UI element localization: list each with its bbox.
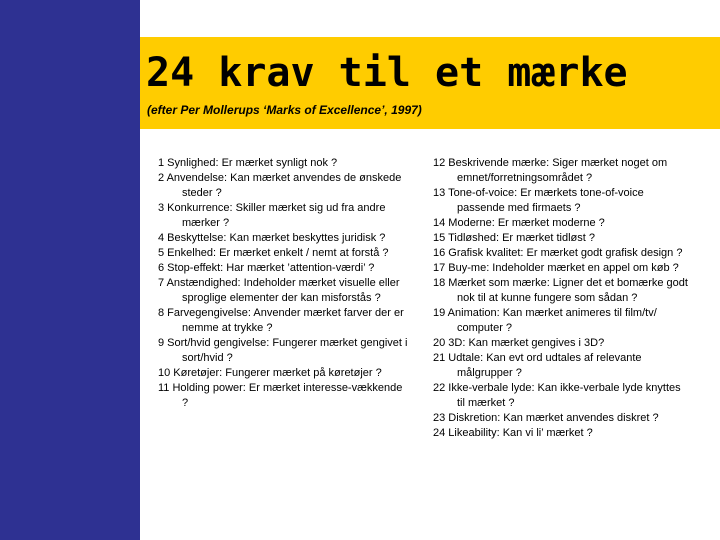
criterion-item: 13 Tone-of-voice: Er mærkets tone-of-voice passende med firmaets ? bbox=[433, 187, 644, 214]
slide-title: 24 krav til et mærke bbox=[146, 50, 628, 96]
criterion-item: 10 Køretøjer: Fungerer mærket på køretøjer ? bbox=[158, 367, 382, 379]
left-criteria-list bbox=[158, 156, 408, 411]
criterion-item: 5 Enkelhed: Er mærket enkelt / nemt at forstå ? bbox=[158, 247, 389, 259]
criterion-item: 7 Anstændighed: Indeholder mærket visuelle eller sproglige elementer der kan misforstås ? bbox=[158, 277, 400, 304]
criterion-item: 17 Buy-me: Indeholder mærket en appel om køb ? bbox=[433, 262, 679, 274]
left-accent-bar bbox=[0, 0, 140, 540]
criterion-item: 2 Anvendelse: Kan mærket anvendes de ønskede steder ? bbox=[158, 172, 402, 199]
slide-subtitle: (efter Per Mollerups ‘Marks of Excellence’, 1997) bbox=[147, 103, 422, 117]
criterion-item: 9 Sort/hvid gengivelse: Fungerer mærket gengivet i sort/hvid ? bbox=[158, 337, 408, 364]
criterion-item: 1 Synlighed: Er mærket synligt nok ? bbox=[158, 157, 338, 169]
criterion-item: 22 Ikke-verbale lyde: Kan ikke-verbale lyde knyttes til mærket ? bbox=[433, 382, 681, 409]
criterion-item: 14 Moderne: Er mærket moderne ? bbox=[433, 217, 605, 229]
criterion-item: 15 Tidløshed: Er mærket tidløst ? bbox=[433, 232, 595, 244]
criterion-item: 20 3D: Kan mærket gengives i 3D? bbox=[433, 337, 605, 349]
criterion-item: 18 Mærket som mærke: Ligner det et bomærke godt nok til at kunne fungere som sådan ? bbox=[433, 277, 688, 304]
criterion-item: 3 Konkurrence: Skiller mærket sig ud fra andre mærker ? bbox=[158, 202, 386, 229]
criterion-item: 12 Beskrivende mærke: Siger mærket noget om emnet/forretningsområdet ? bbox=[433, 157, 668, 184]
criterion-item: 11 Holding power: Er mærket interesse-vækkende ? bbox=[158, 382, 403, 409]
right-criteria-list bbox=[433, 156, 688, 441]
criterion-item: 16 Grafisk kvalitet: Er mærket godt grafisk design ? bbox=[433, 247, 683, 259]
criterion-item: 6 Stop-effekt: Har mærket ’attention-værdi’ ? bbox=[158, 262, 375, 274]
criterion-item: 24 Likeability: Kan vi li’ mærket ? bbox=[433, 427, 593, 439]
criterion-item: 23 Diskretion: Kan mærket anvendes diskret ? bbox=[433, 412, 659, 424]
criterion-item: 19 Animation: Kan mærket animeres til film/tv/ computer ? bbox=[433, 307, 657, 334]
title-band bbox=[140, 37, 720, 129]
criterion-item: 8 Farvegengivelse: Anvender mærket farver der er nemme at trykke ? bbox=[158, 307, 404, 334]
criterion-item: 21 Udtale: Kan evt ord udtales af relevante målgrupper ? bbox=[433, 352, 642, 379]
criterion-item: 4 Beskyttelse: Kan mærket beskyttes juridisk ? bbox=[158, 232, 386, 244]
